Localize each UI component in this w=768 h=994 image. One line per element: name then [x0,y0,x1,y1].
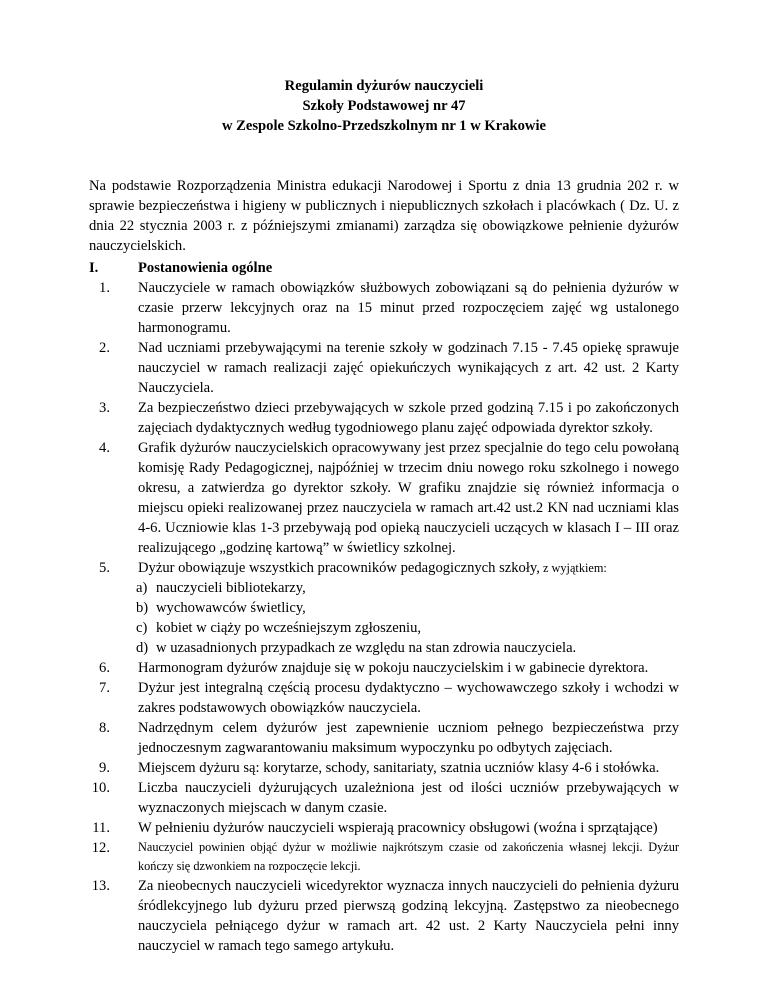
sublist-text: wychowawców świetlicy, [156,600,306,616]
sublist-item [136,598,679,618]
item-text: Harmonogram dyżurów znajduje się w pokoju nauczycielskim i w gabinecie dyrektora. [138,660,649,676]
item-number: 8. [99,720,110,736]
item-text: Grafik dyżurów nauczycielskich opracowywany jest przez specjalnie do tego celu powołaną komisję Rady Pedagogicznej, najpóźniej w trzecim dniu nowego roku szkolnego i nowego okresu, a zatwierdza go dyrektor szkoły. W grafiku znajdzie się również informacja o miejscu opieki realizowanej przez nauczyciela w ramach art.42 ust.2 KN nad uczniami klas 4-6. Uczniowie klas 1-3 przebywają pod opieką nauczycieli uczących w klasach I – III oraz realizującego „godzinę kartową” w świetlicy szkolnej. [138,440,679,556]
list-item [89,438,679,558]
section-items [89,278,679,956]
item-number: 9. [99,760,110,776]
item-text: Za nieobecnych nauczycieli wicedyrektor wyznacza innych nauczycieli do pełnienia dyżuru śródlekcyjnego lub dyżuru przed pierwszą godziną lekcyjną. Zastępstwo za nieobecnego nauczyciela pełniącego dyżur w ramach art. 42 ust. 2 Karty Nauczyciela pełni inny nauczyciel w ramach tego samego artykułu. [138,878,679,954]
item-number: 13. [91,878,110,894]
item-text: Dyżur jest integralną częścią procesu dydaktyczno – wychowawczego szkoły i wchodzi w zakres podstawowych obowiązków nauczyciela. [138,680,679,716]
title-line-2: Szkoły Podstawowej nr 47 [302,98,466,114]
item-text-exception: z wyjątkiem: [539,561,607,575]
title-line-1: Regulamin dyżurów nauczycieli [284,78,484,94]
list-item [89,338,679,398]
list-item [89,876,679,956]
item-text-main: Dyżur obowiązuje wszystkich pracowników pedagogicznych szkoły, [138,560,540,576]
item-number: 6. [99,660,110,676]
list-item [89,838,679,876]
item-text: Nauczyciel powinien objąć dyżur w możliwie najkrótszym czasie od zakończenia własnej lekcji. Dyżur kończy się dzwonkiem na rozpoczęcie lekcji. [138,840,679,873]
sublist-item [136,618,679,638]
item-text: Nad uczniami przebywającymi na terenie szkoły w godzinach 7.15 - 7.45 opiekę sprawuje nauczyciel w ramach realizacji zajęć opiekuńczych wynikających z art. 42 ust. 2 Karty Nauczyciela. [138,340,679,396]
item-text: W pełnieniu dyżurów nauczycieli wspierają pracownicy obsługowi (woźna i sprzątające) [138,820,658,836]
item-number: 5. [99,560,110,576]
sublist-letter: a) [136,580,148,596]
item-text: Nadrzędnym celem dyżurów jest zapewnienie uczniom pełnego bezpieczeństwa przy jednoczesnym zagwarantowaniu maksimum wypoczynku po odbytych zajęciach. [138,720,679,756]
sublist-letter: d) [136,640,149,656]
list-item [89,658,679,678]
list-item [89,558,679,658]
intro-paragraph: Na podstawie Rozporządzenia Ministra edukacji Narodowej i Sportu z dnia 13 grudnia 202 r. w sprawie bezpieczeństwa i higieny w publicznych i niepublicznych szkołach i placówkach ( Dz. U. z dnia 22 stycznia 2003 r. z późniejszymi zmianami) zarządza się obowiązkowe pełnienie dyżurów nauczycielskich. [89,178,679,254]
sublist-letter: c) [136,620,148,636]
list-item [89,818,679,838]
item-number: 4. [99,440,110,456]
section-number: I. [89,260,99,276]
item-number: 12. [91,840,110,856]
item-text [138,558,679,578]
document-title [0,76,768,136]
list-item [89,278,679,338]
item-number: 11. [92,820,110,836]
list-item [89,718,679,758]
item-text: Nauczyciele w ramach obowiązków służbowych zobowiązani są do pełnienia dyżurów w czasie przerw lekcyjnych oraz na 15 minut przed rozpoczęciem zajęć wg ustalonego harmonogramu. [138,280,679,336]
item-number: 10. [91,780,110,796]
list-item [89,778,679,818]
item-text: Za bezpieczeństwo dzieci przebywających w szkole przed godziną 7.15 i po zakończonych zajęciach dydaktycznych według tygodniowego planu zajęć odpowiada dyrektor szkoły. [138,400,679,436]
sublist-text: nauczycieli bibliotekarzy, [156,580,306,596]
list-item [89,398,679,438]
exception-sublist [136,578,679,658]
item-text: Liczba nauczycieli dyżurujących uzależniona jest od ilości uczniów przebywających w wyznaczonych miejscach w danym czasie. [138,780,679,816]
sublist-item [136,578,679,598]
title-line-3: w Zespole Szkolno-Przedszkolnym nr 1 w Krakowie [221,118,547,134]
sublist-item [136,638,679,658]
sublist-text: w uzasadnionych przypadkach ze względu na stan zdrowia nauczyciela. [156,640,577,656]
item-number: 1. [99,280,110,296]
list-item [89,678,679,718]
section-title: Postanowienia ogólne [138,260,273,276]
item-number: 3. [99,400,110,416]
item-number: 7. [99,680,110,696]
item-number: 2. [99,340,110,356]
sublist-letter: b) [136,600,149,616]
list-item [89,758,679,778]
item-text: Miejscem dyżuru są: korytarze, schody, sanitariaty, szatnia uczniów klasy 4-6 i stołówka. [138,760,660,776]
sublist-text: kobiet w ciąży po wcześniejszym zgłoszeniu, [156,620,422,636]
